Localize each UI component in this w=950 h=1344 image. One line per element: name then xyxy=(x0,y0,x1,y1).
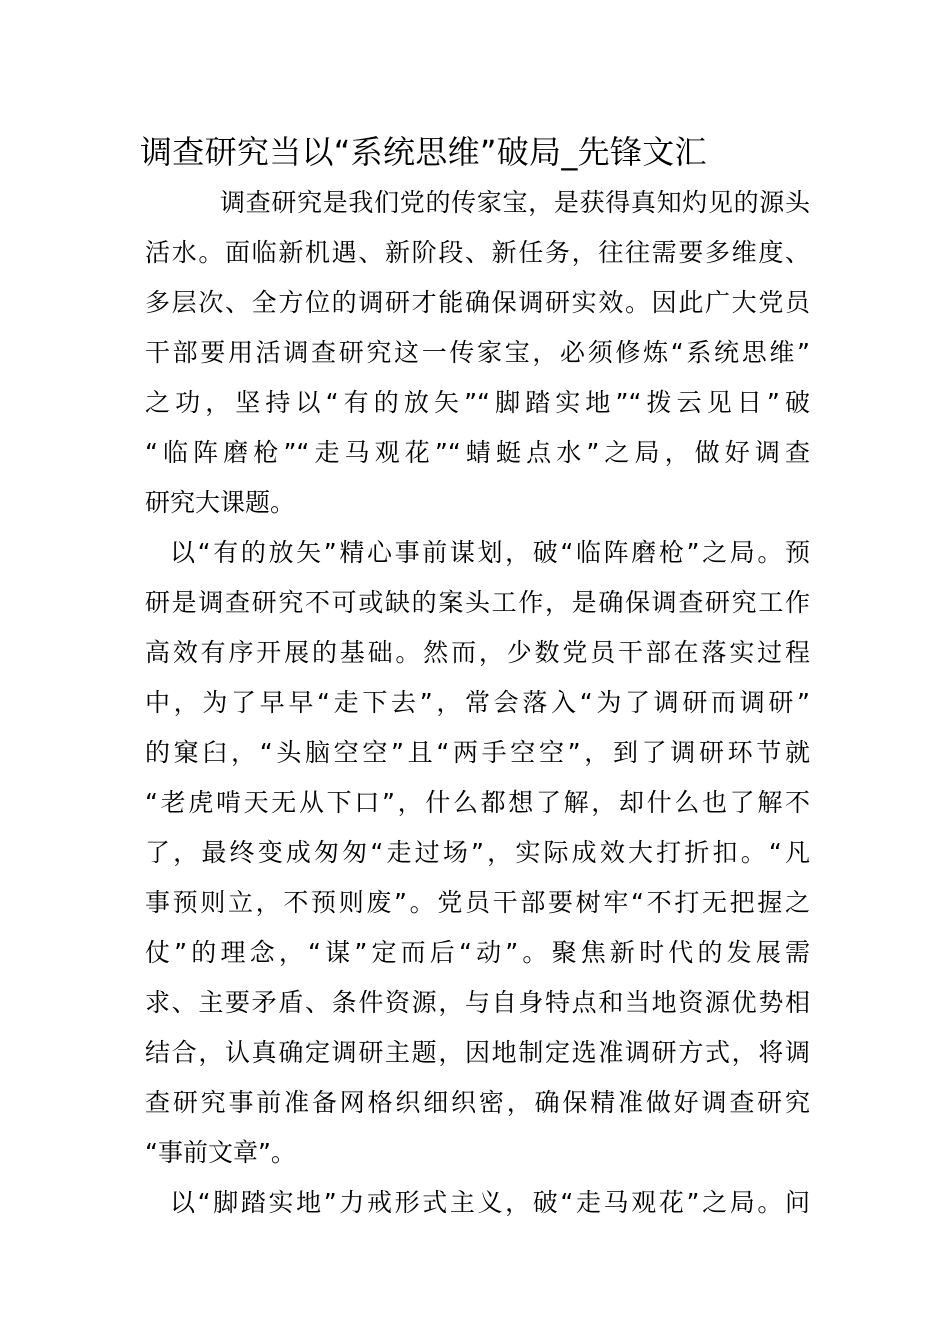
paragraph-line: 了，最终变成匆匆“走过场”，实际成效大打折扣。“凡 xyxy=(145,838,810,867)
document-body xyxy=(145,178,810,1228)
paragraph-line: 研究大课题。 xyxy=(145,488,296,517)
paragraph-line: 调查研究是我们党的传家宝，是获得真知灼见的源头 xyxy=(220,188,810,217)
paragraph-line: “老虎啃天无从下口”，什么都想了解，却什么也了解不 xyxy=(145,788,810,817)
paragraph-line: 高效有序开展的基础。然而，少数党员干部在落实过程 xyxy=(145,638,810,667)
document-title: 调查研究当以“系统思维”破局_先锋文汇 xyxy=(140,133,707,171)
paragraph-line: 事预则立，不预则废”。党员干部要树牢“不打无把握之 xyxy=(145,888,810,917)
paragraph-line: 的窠臼，“头脑空空”且“两手空空”，到了调研环节就 xyxy=(145,738,810,767)
paragraph-line: 之功，坚持以“有的放矢”“脚踏实地”“拨云见日”破 xyxy=(145,388,810,417)
paragraph-line: 求、主要矛盾、条件资源，与自身特点和当地资源优势相 xyxy=(145,988,810,1017)
paragraph-line: “临阵磨枪”“走马观花”“蜻蜓点水”之局，做好调查 xyxy=(145,438,810,467)
paragraph-line: 中，为了早早“走下去”，常会落入“为了调研而调研” xyxy=(145,688,810,717)
paragraph-line: 干部要用活调查研究这一传家宝，必须修炼“系统思维” xyxy=(145,338,810,367)
paragraph-line: 结合，认真确定调研主题，因地制定选准调研方式，将调 xyxy=(145,1038,810,1067)
paragraph-line: 多层次、全方位的调研才能确保调研实效。因此广大党员 xyxy=(145,288,810,317)
paragraph-line: 以“有的放矢”精心事前谋划，破“临阵磨枪”之局。预 xyxy=(170,538,810,567)
paragraph-line: 查研究事前准备网格织细织密，确保精准做好调查研究 xyxy=(145,1088,810,1117)
paragraph-line: 研是调查研究不可或缺的案头工作，是确保调查研究工作 xyxy=(145,588,810,617)
paragraph-line: 活水。面临新机遇、新阶段、新任务，往往需要多维度、 xyxy=(145,238,810,267)
paragraph-line: 以“脚踏实地”力戒形式主义，破“走马观花”之局。问 xyxy=(170,1188,810,1217)
paragraph-line: 仗”的理念，“谋”定而后“动”。聚焦新时代的发展需 xyxy=(145,938,810,967)
paragraph-line: “事前文章”。 xyxy=(145,1138,296,1167)
